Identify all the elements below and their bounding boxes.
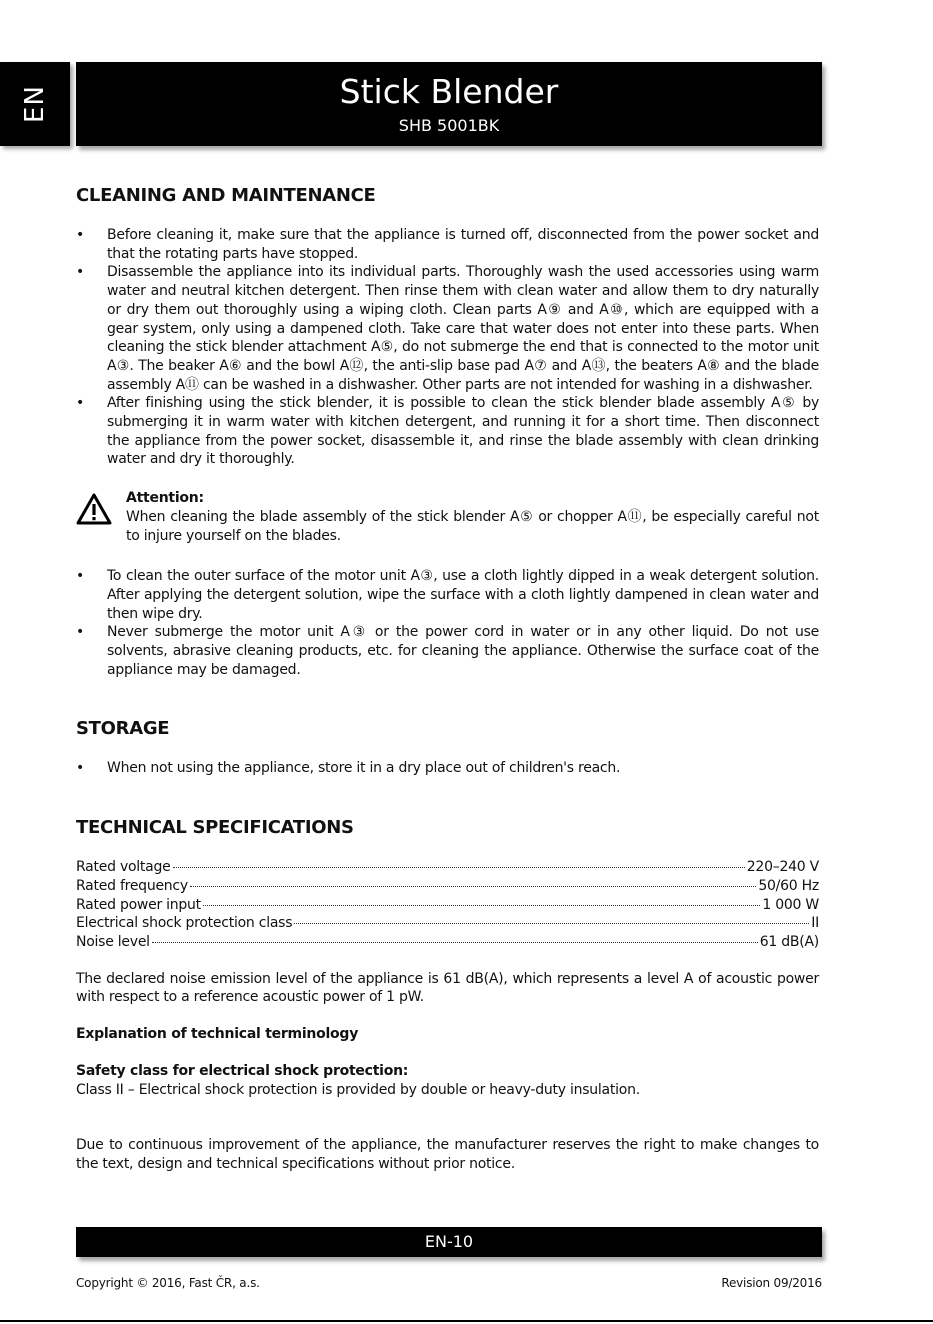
list-item: • Disassemble the appliance into its individual parts. Thoroughly wash the used accessories using warm water and neutral kitchen detergent. Then rinse them with clean water and allow them to dry naturally or dry them out thoroughly using a wiping cloth. Clean parts A⑨ and A⑩, which are equipped with a gear system, only using a dampened cloth. Take care that water does not enter into these parts. When cleaning the stick blender attachment A⑤, do not submerge the end that is connected to the motor unit A③. The beaker A⑥ and the bowl A⑫, the anti-slip base pad A⑦ and A⑬, the beaters A⑧ and the blade assembly A⑪ can be washed in a dishwasher. Other parts are not intended for washing in a dishwasher. xyxy=(76,263,819,394)
list-item: • After finishing using the stick blender, it is possible to clean the stick blender blade assembly A⑤ by submerging it in warm water with kitchen detergent, and running it for a short time. Then disconnect the appliance from the power socket, disassemble it, and rinse the blade assembly with clean drinking water and dry it thoroughly. xyxy=(76,394,819,469)
copyright: Copyright © 2016, Fast ČR, a.s. xyxy=(76,1276,260,1290)
noise-note: The declared noise emission level of the appliance is 61 dB(A), which represents a level A of acoustic power with respect to a reference acoustic power of 1 pW. xyxy=(76,970,819,1006)
model-number: SHB 5001BK xyxy=(398,116,500,135)
cleaning-list-2 xyxy=(76,567,819,679)
bottom-divider xyxy=(0,1320,933,1322)
dot-leader xyxy=(294,923,809,924)
attention-title: Attention: xyxy=(126,490,204,507)
spec-value: 50/60 Hz xyxy=(758,877,819,894)
storage-list xyxy=(76,759,819,778)
spec-value: 61 dB(A) xyxy=(759,933,819,950)
spec-row xyxy=(76,877,819,896)
cleaning-list xyxy=(76,226,819,469)
dot-leader xyxy=(203,905,760,906)
list-item: • To clean the outer surface of the motor unit A③, use a cloth lightly dipped in a weak detergent solution. After applying the detergent solution, wipe the surface with a cloth lightly dampened in clean water and then wipe dry. xyxy=(76,567,819,623)
specs-table xyxy=(76,858,819,952)
specs-heading: TECHNICAL SPECIFICATIONS xyxy=(76,817,354,839)
spec-label: Rated frequency xyxy=(76,877,188,894)
spec-label: Electrical shock protection class xyxy=(76,915,293,932)
storage-heading: STORAGE xyxy=(76,718,170,740)
spec-value: 220–240 V xyxy=(746,859,819,876)
spec-label: Rated power input xyxy=(76,896,201,913)
spec-row xyxy=(76,933,819,952)
spec-value: 1 000 W xyxy=(762,896,819,913)
page-title: Stick Blender xyxy=(339,72,559,111)
cleaning-heading: CLEANING AND MAINTENANCE xyxy=(76,185,376,206)
spec-label: Rated voltage xyxy=(76,859,171,876)
page-number: EN-10 xyxy=(424,1232,474,1251)
language-tab xyxy=(0,62,70,146)
spec-label: Noise level xyxy=(76,933,150,950)
attention-note xyxy=(76,489,819,545)
dot-leader xyxy=(173,867,745,868)
spec-row xyxy=(76,858,819,877)
main-content xyxy=(76,184,819,1174)
list-item: • When not using the appliance, store it in a dry place out of children's reach. xyxy=(76,759,819,778)
dot-leader xyxy=(190,886,756,887)
safety-heading: Safety class for electrical shock protection: xyxy=(76,1062,409,1079)
list-item: • Before cleaning it, make sure that the appliance is turned off, disconnected from the power socket and that the rotating parts have stopped. xyxy=(76,226,819,263)
spec-row xyxy=(76,896,819,915)
page-number-bar xyxy=(76,1227,822,1257)
spec-row xyxy=(76,914,819,933)
language-label: EN xyxy=(19,85,50,123)
attention-text: When cleaning the blade assembly of the stick blender A⑤ or chopper A⑪, be especially careful not to injure yourself on the blades. xyxy=(126,508,819,544)
dot-leader xyxy=(152,942,758,943)
safety-text: Class II – Electrical shock protection is provided by double or heavy-duty insulation. xyxy=(76,1081,640,1098)
revision: Revision 09/2016 xyxy=(721,1276,822,1290)
spec-value: II xyxy=(811,915,819,932)
disclaimer: Due to continuous improvement of the appliance, the manufacturer reserves the right to make changes to the text, design and technical specifications without prior notice. xyxy=(76,1137,819,1172)
terminology-heading: Explanation of technical terminology xyxy=(76,1026,359,1043)
warning-icon xyxy=(76,493,112,525)
header-bar xyxy=(76,62,822,146)
list-item: • Never submerge the motor unit A③ or the power cord in water or in any other liquid. Do not use solvents, abrasive cleaning products, etc. for cleaning the appliance. Otherwise the surface coat of the appliance may be damaged. xyxy=(76,623,819,679)
